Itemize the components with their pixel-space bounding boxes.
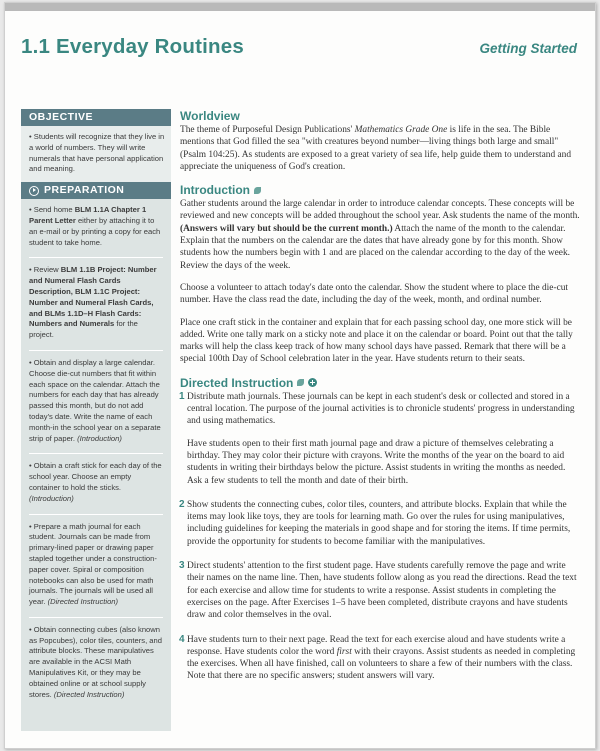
step-paragraph: Distribute math journals. These journals can be kept in each student's desk or collected and stored in a central location. The purpose of the journal activities is to chronicle students' progress in understanding and using mathematics. xyxy=(187,391,575,427)
objective-text: • Students will recognize that they live in a world of numbers. They will write numerals that have personal application and meaning. xyxy=(21,126,171,182)
worldview-heading: Worldview xyxy=(180,109,240,123)
worldview-paragraph: The theme of Purposeful Design Publications' Mathematics Grade One is life in the sea. The Bible mentions that God filled the sea "with creatures beyond number—living things both large and small" (Psalm 104:25). As students are exposed to a great variety of sea life, help guide them to understand and appreciate the uniqueness of God's creation. xyxy=(180,125,572,172)
preparation-list xyxy=(21,199,171,709)
objective-heading-label: OBJECTIVE xyxy=(29,111,94,123)
main-content xyxy=(180,109,582,695)
preparation-item: • Obtain connecting cubes (also known as Popcubes), color tiles, counters, and attribute blocks. These manipulatives are available in the ACSI Math Manipulatives Kit, or they may be obtained online or at school supply stores. (Directed Instruction) xyxy=(29,624,162,699)
preparation-item: • Obtain and display a large calendar. Choose die-cut numbers that fit within each space on the calendar. Attach the numbers for each day that has already passed this month, but do not add today's date. Write the name of each month-in the school year on a separate strip of paper. (Introduction) xyxy=(29,358,163,454)
preparation-item: • Prepare a math journal for each student. Journals can be made from primary-lined paper or drawing paper stapled together under a construction-paper cover. Spiral or composition notebooks can also be used for math journals. The journals will be used all year. (Directed Instruction) xyxy=(29,522,163,618)
step-number: 3 xyxy=(179,560,185,572)
introduction-paragraph-1: Gather students around the large calendar in order to introduce calendar concepts. These concepts will be reviewed and new concepts will be added throughout the school year. Ask students the name of the month. (Answers will vary but should be the current month.) Attach the name of the month to the calendar. Explain that the numbers on the calendar are the dates that have already gone by for this month. Show students how the numbers begin with 1 and are placed on the calendar according to the day of the week. Review the days of the week. xyxy=(180,199,580,271)
top-band xyxy=(5,3,595,11)
preparation-heading-label: PREPARATION xyxy=(44,184,125,197)
sidebar xyxy=(21,109,171,731)
preparation-item: • Obtain a craft stick for each day of the school year. Choose an empty container to hold the sticks. (Introduction) xyxy=(29,461,163,514)
step-number: 4 xyxy=(179,633,185,645)
step-paragraph: Have students open to their first math journal page and draw a picture of themselves celebrating a birthday. They may color their picture with crayons. Write the months of the year on the board to aid students in writing their birthdays below the picture. Assist students in writing the months as needed. Ask a few students to tell the month and date of their birth. xyxy=(187,438,566,486)
introduction-paragraph-2: Choose a volunteer to attach today's date onto the calendar. Show the student where to place the die-cut number. Have the class read the date, including the day of the week, month, and ordinal number. xyxy=(180,282,569,306)
objective-heading xyxy=(21,109,171,126)
lesson-title: 1.1 Everyday Routines xyxy=(21,35,244,58)
preparation-item: • Send home BLM 1.1A Chapter 1 Parent Letter either by attaching it to an e-mail or by printing a copy for each student to take home. xyxy=(29,205,163,258)
step-paragraph: Have students turn to their next page. Read the text for each exercise aloud and have students write a response. Have students color the word first with their crayons. Assist students as needed in completing the exercises. When all have finished, call on volunteers to share a few of their numbers with the class. Note that there are no specific answers; student answers will vary. xyxy=(187,634,576,682)
instruction-step xyxy=(180,634,582,683)
preparation-item: • Review BLM 1.1B Project: Number and Numeral Flash Cards Description, BLM 1.1C Project: Number and Numeral Flash Cards, and BLMs 1.1D–H Flash Cards: Numbers and Numerals for the project. xyxy=(29,265,163,351)
step-number: 1 xyxy=(179,390,185,402)
document-page xyxy=(4,2,596,749)
step-number: 2 xyxy=(179,498,185,510)
play-circle-icon xyxy=(29,186,39,196)
introduction-paragraph-3: Place one craft stick in the container and explain that for each passing school day, one more stick will be added. Write one tally mark on a sticky note and place it on the calendar or board. Point out that the tally marks will help the class keep track of how many school days have passed. Remark that there will be a special 100th Day of School celebration later in the year. Have students return to their seats. xyxy=(180,317,573,365)
leaf-icon xyxy=(254,187,261,194)
plus-icon xyxy=(308,378,317,387)
step-paragraph: Direct students' attention to the first student page. Have students carefully remove the page and write their names on the name line. Then, have students follow along as you read the directions. Read the text for each exercise and allow time for students to write a response. Assist students in completing the exercises on the page. After Exercises 1–5 have been completed, distribute crayons and have students draw and color themselves in the oval. xyxy=(187,561,577,621)
page-header xyxy=(21,35,577,71)
instruction-step xyxy=(180,560,582,621)
instruction-step xyxy=(180,499,582,548)
section-label: Getting Started xyxy=(479,41,577,56)
directed-instruction-heading: Directed Instruction xyxy=(180,376,582,390)
introduction-heading: Introduction xyxy=(180,183,582,197)
leaf-icon xyxy=(297,379,304,386)
instruction-step xyxy=(180,391,582,487)
preparation-heading xyxy=(21,182,171,199)
step-paragraph: Show students the connecting cubes, color tiles, counters, and attribute blocks. Explain that while the items may look like toys, they are tools for learning math. Go over the rules for using manipulatives, including guidelines for keeping the materials in good shape and for storing the items. If time permits, provide the opportunity for students to become familiar with the manipulatives. xyxy=(187,499,571,547)
